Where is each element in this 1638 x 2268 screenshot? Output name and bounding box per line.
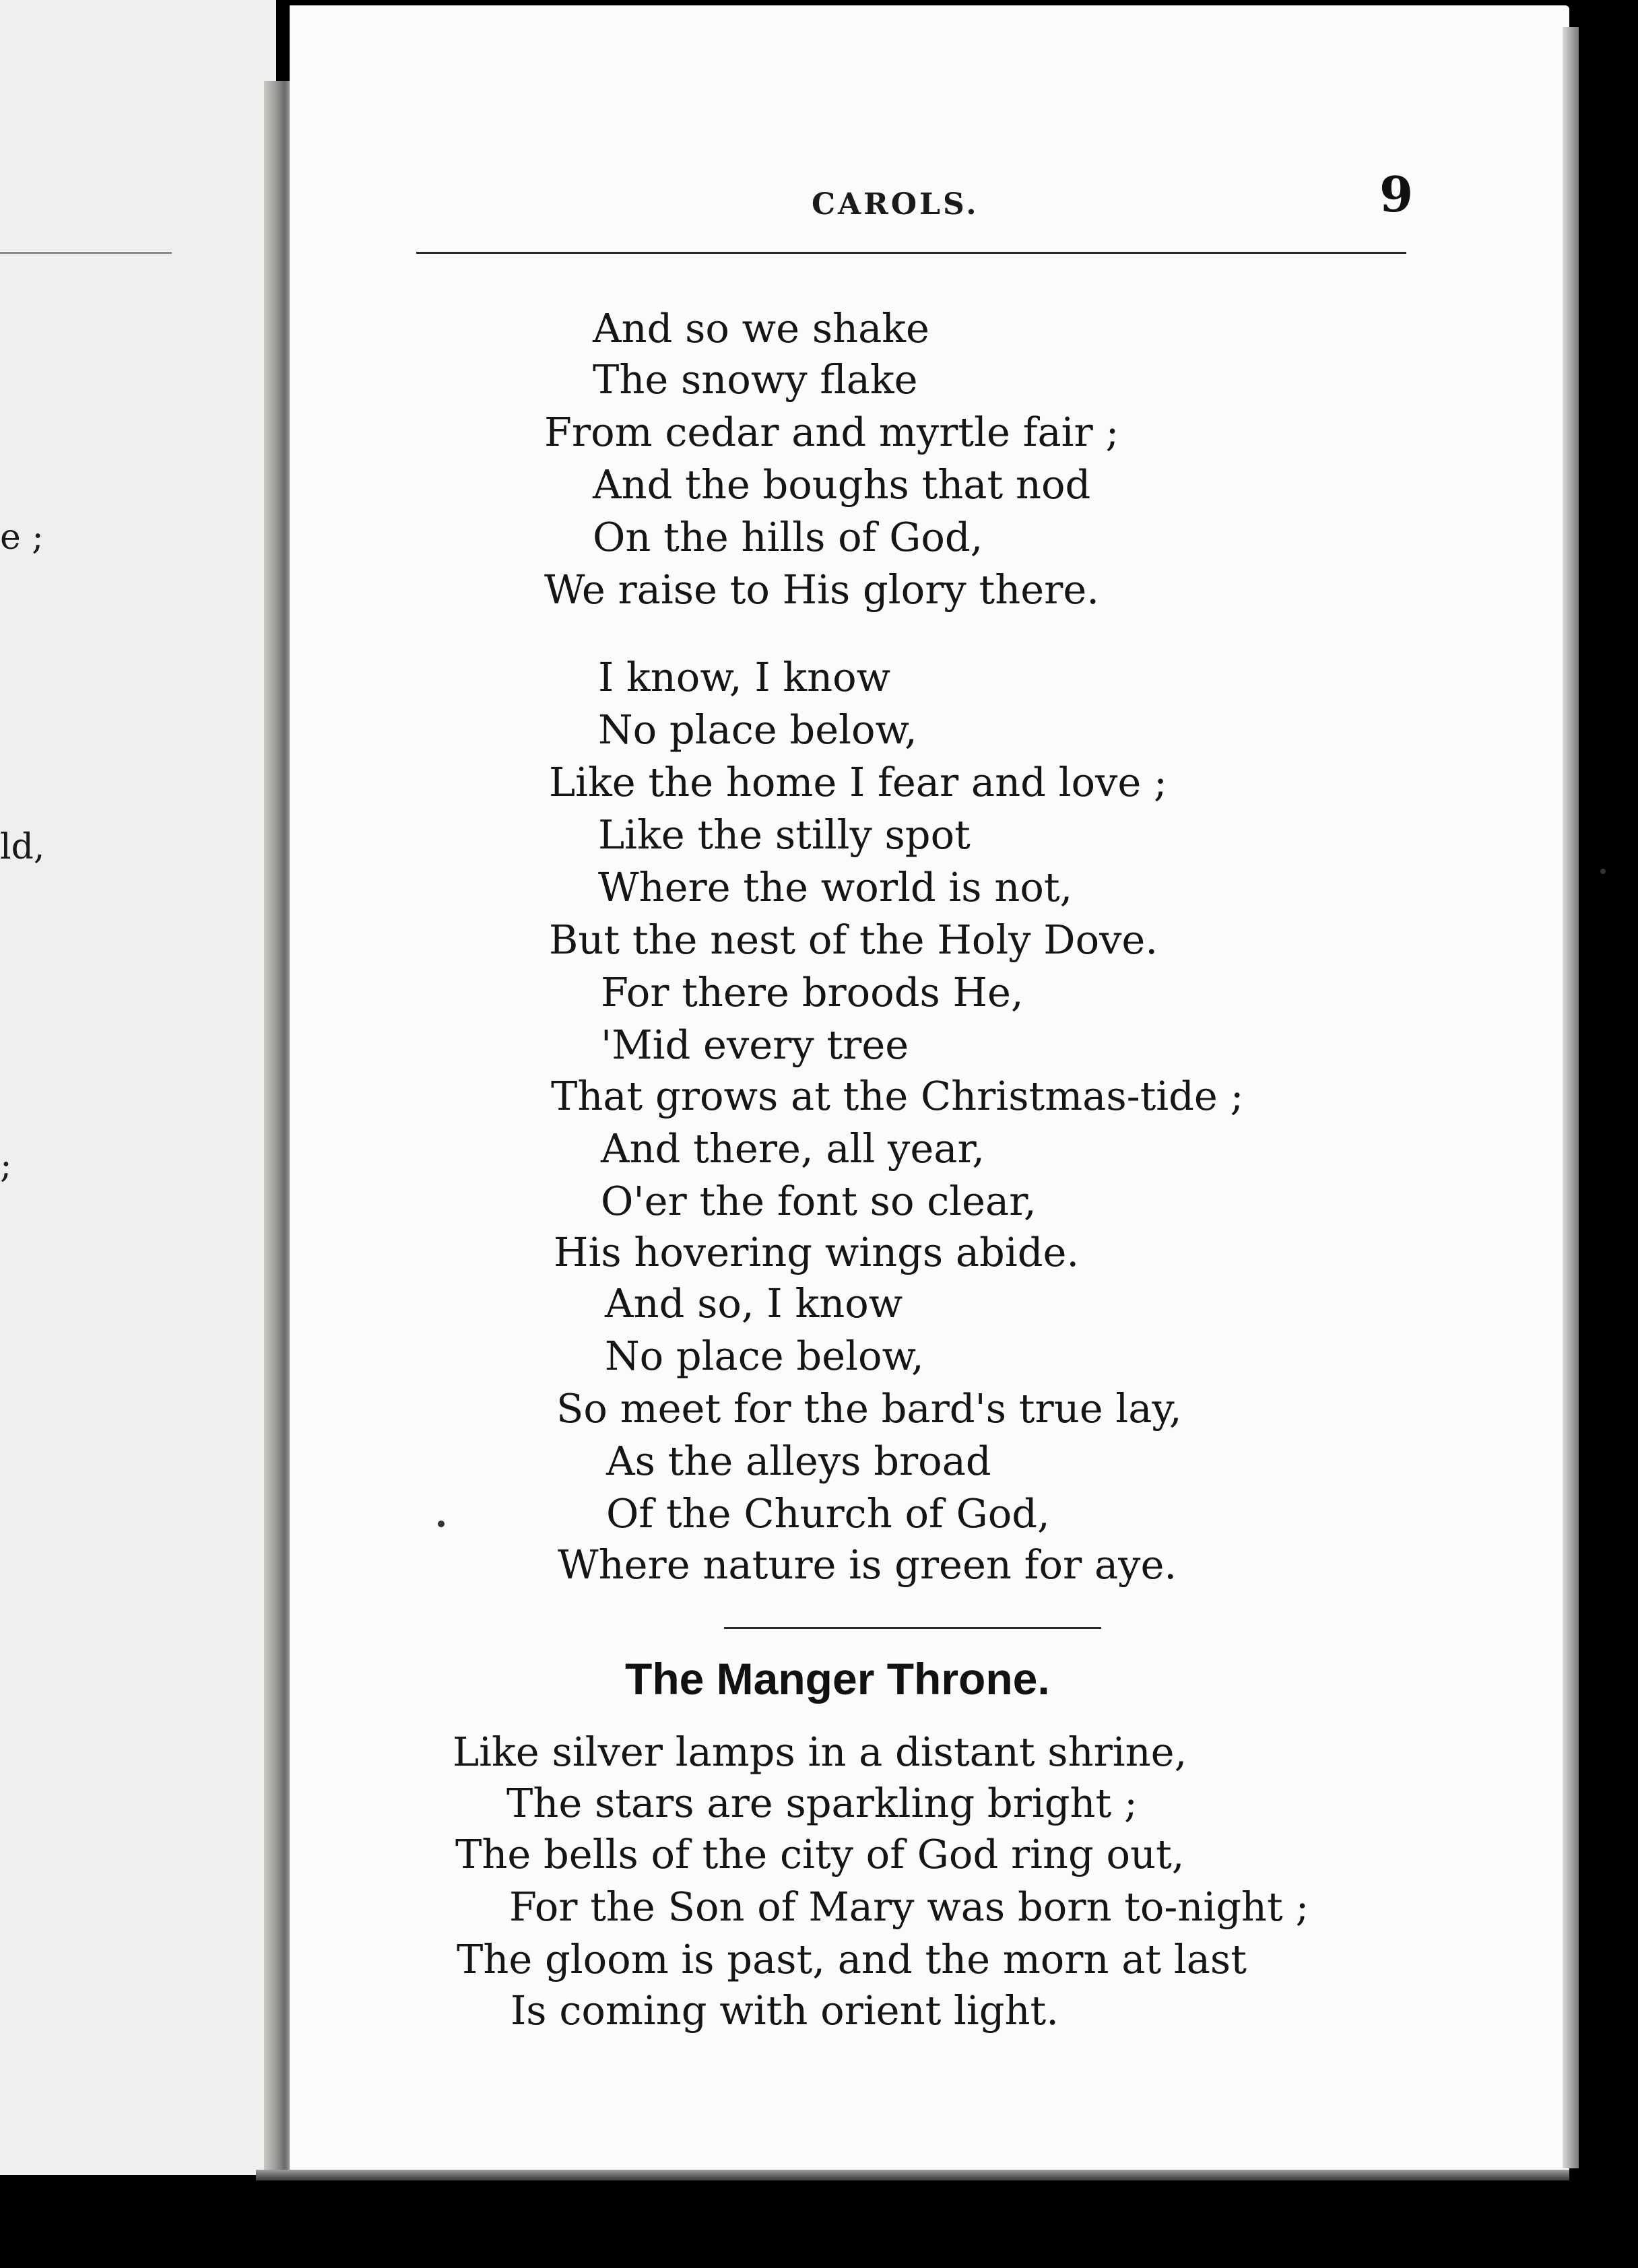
verse-line: The gloom is past, and the morn at last [457, 1936, 1247, 1982]
verse-line: We raise to His glory there. [544, 566, 1099, 613]
verse-line: Where the world is not, [598, 864, 1073, 910]
verse-line: And the boughs that nod [593, 461, 1091, 508]
left-fragment: ; [0, 1145, 12, 1186]
verse-line: Like silver lamps in a distant shrine, [453, 1729, 1187, 1775]
verse-line: For there broods He, [601, 969, 1024, 1015]
verse-line: And so we shake [593, 305, 929, 352]
verse-line: The bells of the city of God ring out, [455, 1831, 1185, 1877]
verse-line: Is coming with orient light. [511, 1987, 1059, 2034]
verse-line: No place below, [605, 1333, 924, 1379]
verse-line: And so, I know [605, 1280, 903, 1327]
left-page [0, 0, 276, 2175]
verse-line: I know, I know [598, 654, 891, 700]
verse-line: From cedar and myrtle fair ; [544, 409, 1119, 455]
verse-line: Like the home I fear and love ; [549, 759, 1167, 805]
verse-line: For the Son of Mary was born to-night ; [509, 1883, 1309, 1930]
verse-line: The stars are sparkling bright ; [506, 1780, 1138, 1826]
verse-line: But the nest of the Holy Dove. [549, 916, 1158, 963]
verse-line: As the alleys broad [606, 1438, 991, 1484]
running-head: CAROLS. [812, 187, 979, 222]
left-fragment: e ; [0, 517, 44, 558]
verse-line: On the hills of God, [593, 514, 983, 560]
verse-line: So meet for the bard's true lay, [556, 1385, 1182, 1432]
verse-line: O'er the font so clear, [601, 1178, 1037, 1224]
page-number: 9 [1379, 166, 1414, 223]
verse-line: No place below, [598, 706, 917, 753]
section-divider [724, 1627, 1101, 1629]
verse-line: That grows at the Christmas-tide ; [551, 1073, 1244, 1119]
verse-line: 'Mid every tree [601, 1022, 909, 1068]
scan-speck [1600, 869, 1606, 874]
verse-line: The snowy flake [593, 356, 918, 403]
header-rule [416, 252, 1406, 254]
left-fragment: ld, [0, 827, 45, 867]
poem-title: The Manger Throne. [625, 1654, 1050, 1704]
page-edge [1563, 27, 1579, 2168]
verse-line: Of the Church of God, [606, 1490, 1050, 1537]
verse-line: His hovering wings abide. [554, 1229, 1080, 1275]
verse-line: Where nature is green for aye. [558, 1541, 1177, 1588]
scan-speck [438, 1521, 445, 1527]
verse-line: Like the stilly spot [598, 811, 971, 858]
page-bottom-edge [256, 2170, 1569, 2180]
verse-line: And there, all year, [601, 1125, 985, 1172]
left-page-rule [0, 252, 172, 254]
